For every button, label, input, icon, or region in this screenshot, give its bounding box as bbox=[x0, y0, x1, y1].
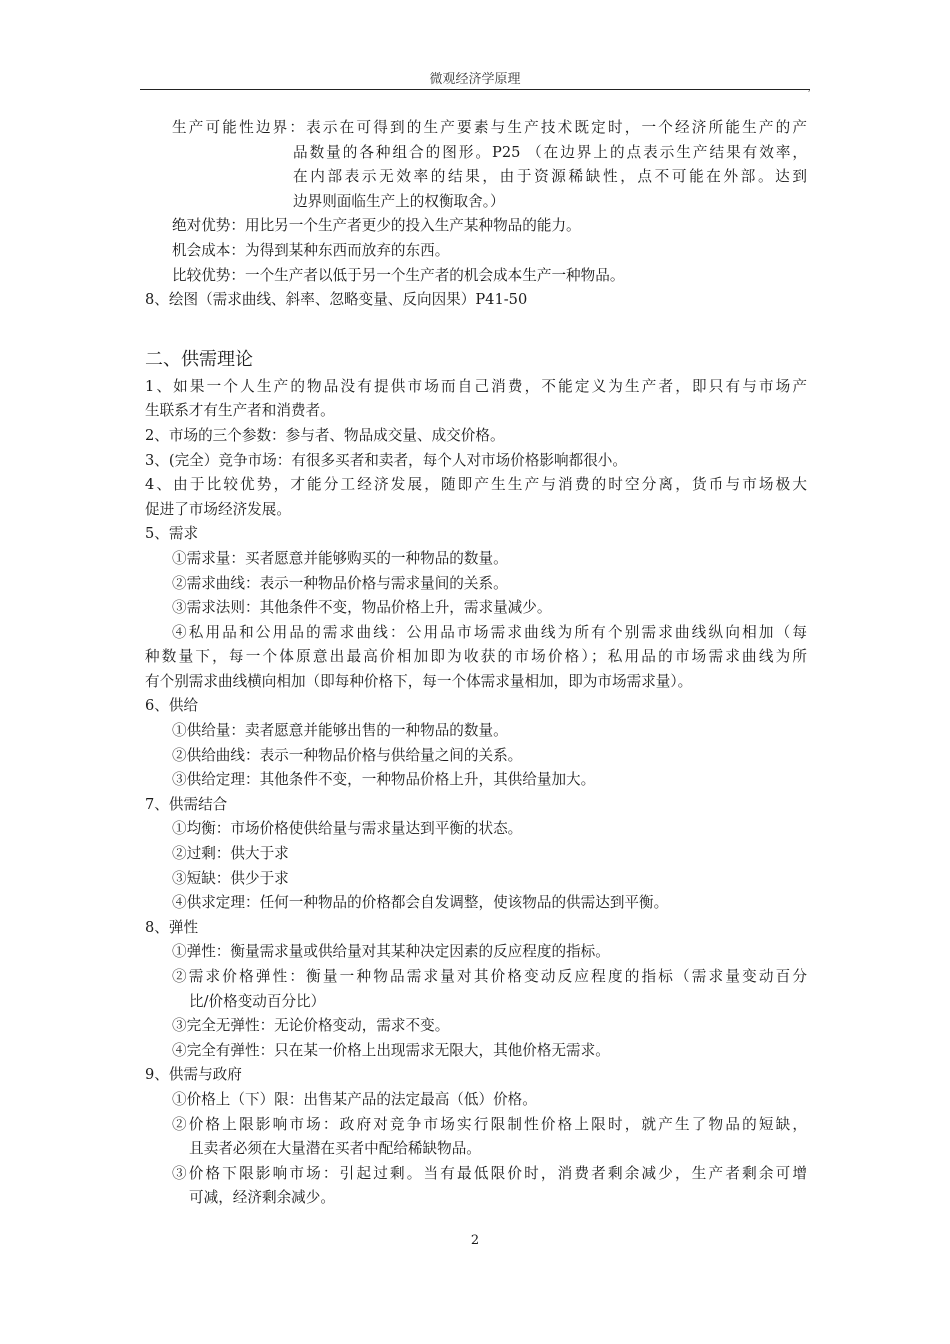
item-5-sub-1: ①需求量：买者愿意并能够购买的一种物品的数量。 bbox=[172, 549, 508, 567]
item-5-sub-4-line-2: 种数量下，每一个体原意出最高价相加即为收获的市场价格）；私用品的市场需求曲线为所 bbox=[145, 648, 807, 666]
item-8-sub-2-line-1: ②需求价格弹性：衡量一种物品需求量对其价格变动反应程度的指标（需求量变动百分 bbox=[172, 968, 807, 985]
item-9-heading: 9、供需与政府 bbox=[145, 1066, 242, 1084]
header-rule bbox=[140, 89, 810, 90]
item-9-sub-1: ①价格上（下）限：出售某产品的法定最高（低）价格。 bbox=[172, 1090, 537, 1108]
item-9-sub-2-line-1: ②价格上限影响市场：政府对竞争市场实行限制性价格上限时，就产生了物品的短缺， bbox=[172, 1115, 807, 1133]
item-7-sub-1: ①均衡：市场价格使供给量与需求量达到平衡的状态。 bbox=[172, 820, 523, 838]
item-9-sub-2-line-2: 且卖者必须在大量潜在买者中配给稀缺物品。 bbox=[189, 1140, 481, 1158]
item-2: 2、市场的三个参数：参与者、物品成交量、成交价格。 bbox=[145, 426, 505, 444]
item-1-line-2: 生联系才有生产者和消费者。 bbox=[145, 402, 335, 420]
item-6-sub-3: ③供给定理：其他条件不变，一种物品价格上升，其供给量加大。 bbox=[172, 771, 596, 789]
page-body bbox=[145, 116, 807, 1211]
running-header: 微观经济学原理 bbox=[429, 72, 521, 87]
term-ppf-line-1: 生产可能性边界：表示在可得到的生产要素与生产技术既定时，一个经济所能生产的产 bbox=[172, 119, 807, 136]
item-6-heading: 6、供给 bbox=[145, 697, 199, 715]
item-6-sub-1: ①供给量：卖者愿意并能够出售的一种物品的数量。 bbox=[172, 722, 508, 740]
item-7-sub-2: ②过剩：供大于求 bbox=[172, 845, 289, 863]
term-ppf-line-3: 在内部表示无效率的结果，由于资源稀缺性，点不可能在外部。达到 bbox=[293, 168, 807, 186]
item-8-heading: 8、弹性 bbox=[145, 918, 199, 936]
item-7-sub-3: ③短缺：供少于求 bbox=[172, 869, 289, 887]
term-ppf-line-4: 边界则面临生产上的权衡取舍。） bbox=[293, 192, 505, 210]
item-8-drawing: 8、绘图（需求曲线、斜率、忽略变量、反向因果）P41-50 bbox=[145, 291, 528, 309]
item-6-sub-2: ②供给曲线：表示一种物品价格与供给量之间的关系。 bbox=[172, 746, 523, 764]
item-7-sub-4: ④供求定理：任何一种物品的价格都会自发调整，使该物品的供需达到平衡。 bbox=[172, 894, 669, 912]
item-1-line-1: 1、如果一个人生产的物品没有提供市场而自己消费，不能定义为生产者，即只有与市场产 bbox=[145, 377, 807, 395]
term-opportunity-cost: 机会成本：为得到某种东西而放弃的东西。 bbox=[172, 241, 450, 259]
item-5-heading: 5、需求 bbox=[145, 525, 199, 543]
item-5-sub-4-line-3: 有个别需求曲线横向相加（即每种价格下，每一个体需求量相加，即为市场需求量）。 bbox=[145, 672, 693, 690]
item-4-line-2: 促进了市场经济发展。 bbox=[145, 500, 291, 518]
item-4-line-1: 4、由于比较优势，才能分工经济发展，随即产生生产与消费的时空分离，货币与市场极大 bbox=[145, 476, 807, 494]
item-8-sub-4: ④完全有弹性：只在某一价格上出现需求无限大，其他价格无需求。 bbox=[172, 1041, 610, 1059]
item-3: 3、(完全）竞争市场：有很多买者和卖者，每个人对市场价格影响都很小。 bbox=[145, 451, 627, 469]
page-number: 2 bbox=[470, 1233, 480, 1248]
item-5-sub-3: ③需求法则：其他条件不变，物品价格上升，需求量减少。 bbox=[172, 599, 552, 617]
item-8-sub-1: ①弹性：衡量需求量或供给量对其某种决定因素的反应程度的指标。 bbox=[172, 943, 610, 961]
term-absolute-advantage: 绝对优势：用比另一个生产者更少的投入生产某种物品的能力。 bbox=[172, 217, 581, 235]
item-5-sub-4-line-1: ④私用品和公用品的需求曲线：公用品市场需求曲线为所有个别需求曲线纵向相加（每 bbox=[172, 623, 807, 641]
item-9-sub-3-line-2: 可减，经济剩余减少。 bbox=[189, 1189, 335, 1207]
section-heading: 二、供需理论 bbox=[145, 348, 253, 370]
item-8-sub-3: ③完全无弹性：无论价格变动，需求不变。 bbox=[172, 1017, 450, 1035]
term-comparative-advantage: 比较优势：一个生产者以低于另一个生产者的机会成本生产一种物品。 bbox=[172, 266, 625, 284]
term-ppf-line-2: 品数量的各种组合的图形。P25 （在边界上的点表示生产结果有效率， bbox=[293, 143, 807, 161]
header-rule-mark: , bbox=[808, 84, 811, 93]
item-9-sub-3-line-1: ③价格下限影响市场：引起过剩。当有最低限价时，消费者剩余减少，生产者剩余可增 bbox=[172, 1164, 807, 1182]
item-8-sub-2-line-2: 比/价格变动百分比） bbox=[189, 992, 326, 1010]
item-5-sub-2: ②需求曲线：表示一种物品价格与需求量间的关系。 bbox=[172, 574, 508, 592]
item-7-heading: 7、供需结合 bbox=[145, 795, 228, 813]
